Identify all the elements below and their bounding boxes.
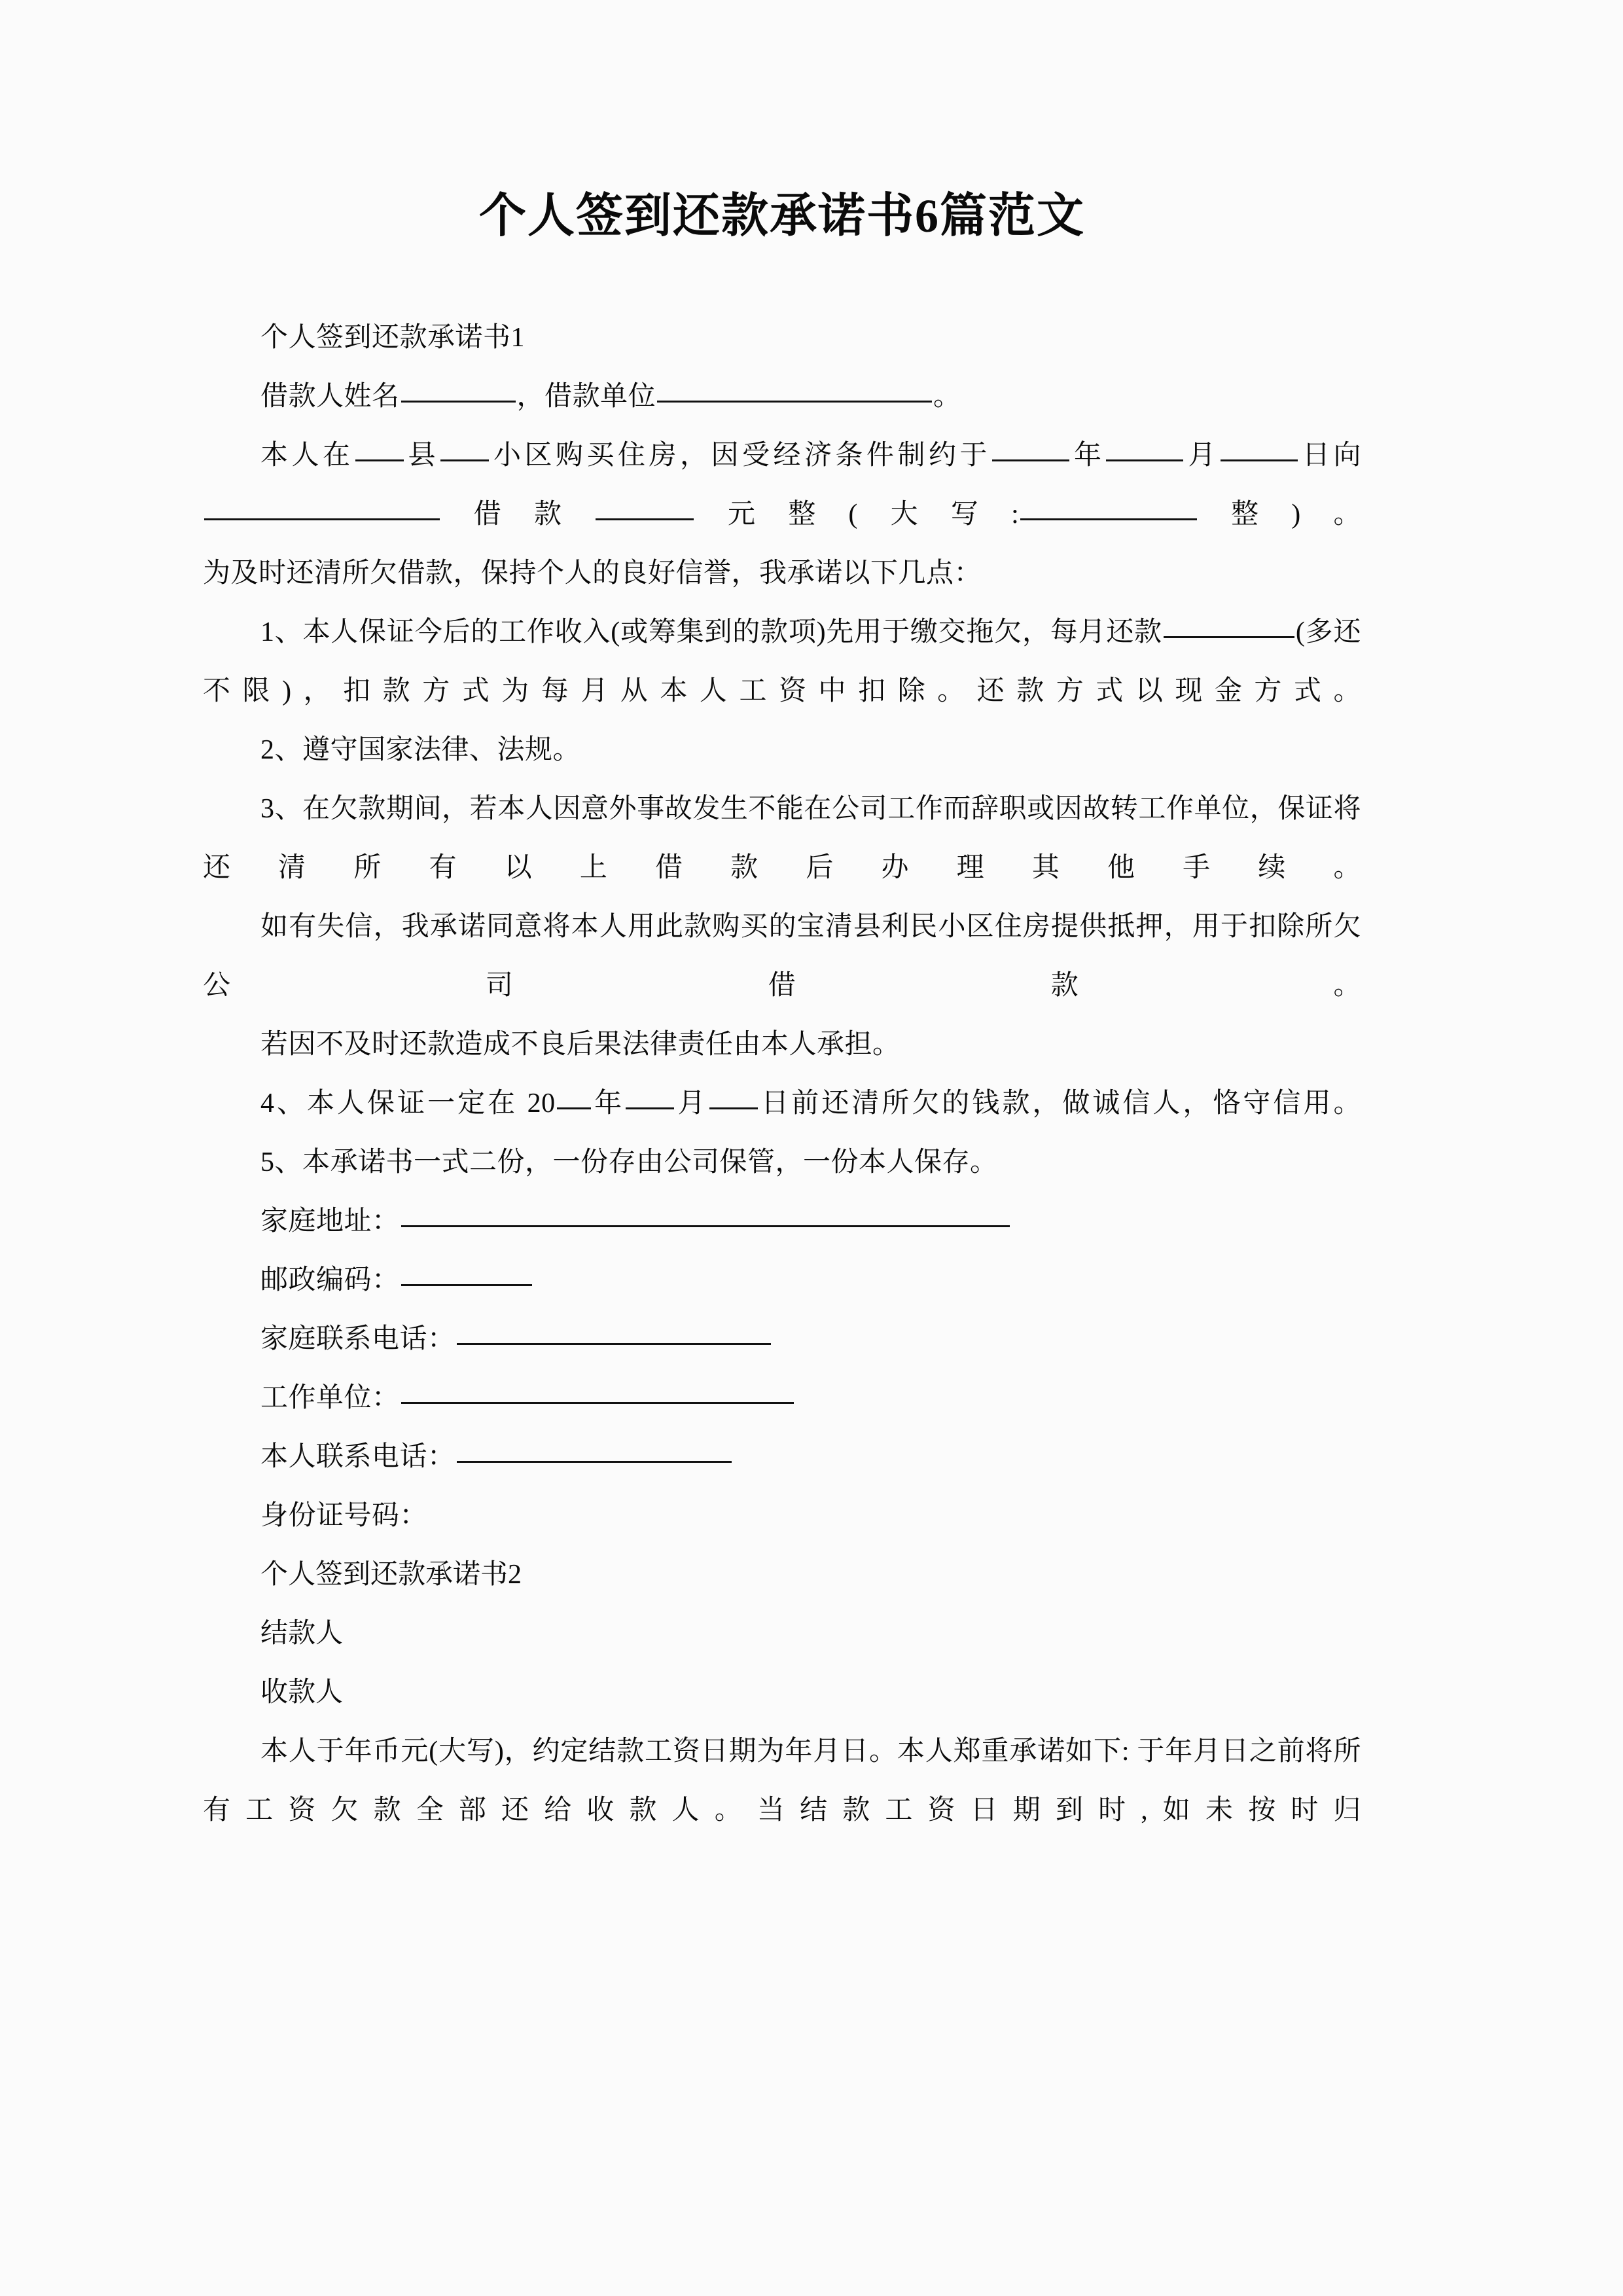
field-postal-code xyxy=(203,1251,1361,1310)
loan-day-label: 日向 xyxy=(1298,440,1361,471)
deadline-month-label: 月 xyxy=(675,1088,708,1119)
field-personal-phone-label: 本人联系电话： xyxy=(260,1442,455,1472)
loan-amount-blank[interactable] xyxy=(596,490,694,520)
lender-blank[interactable] xyxy=(204,490,440,520)
field-home-address-input[interactable] xyxy=(401,1196,1010,1227)
field-home-address-label: 家庭地址： xyxy=(260,1206,400,1236)
commitment-item-5: 5、本承诺书一式二份，一份存由公司保管，一份本人保存。 xyxy=(260,1147,998,1177)
loan-amount-words-blank[interactable] xyxy=(1020,490,1197,520)
loan-year-blank[interactable] xyxy=(992,431,1069,461)
document-body xyxy=(203,308,1361,1840)
payer-line: 结款人 xyxy=(260,1619,344,1649)
loan-year-label: 年 xyxy=(1070,440,1105,471)
commitment-item-1 xyxy=(203,603,1361,721)
section-2-heading: 个人签到还款承诺书2 xyxy=(260,1560,522,1590)
section-2-body-paragraph: 本人于年币元(大写)，约定结款工资日期为年月日。本人郑重承诺如下: 于年月日之前将所有工资欠款全部还给收款人。当结款工资日期到时,如未按时归 xyxy=(203,1736,1361,1825)
loan-amount-label: 元整(大写: xyxy=(695,499,1020,529)
deadline-day-blank[interactable] xyxy=(709,1079,758,1109)
field-id-number-label: 身份证号码： xyxy=(260,1501,428,1531)
field-postal-code-label: 邮政编码： xyxy=(260,1265,400,1295)
liability-paragraph: 若因不及时还款造成不良后果法律责任由本人承担。 xyxy=(260,1030,901,1060)
county-label: 县 xyxy=(404,440,439,471)
loan-month-blank[interactable] xyxy=(1106,431,1183,461)
loan-amount-suffix: 整)。 xyxy=(1198,499,1361,529)
field-work-unit-input[interactable] xyxy=(401,1373,794,1404)
field-personal-phone-input[interactable] xyxy=(457,1432,732,1463)
field-postal-code-input[interactable] xyxy=(401,1255,532,1286)
borrower-name-label: 借款人姓名 xyxy=(260,382,400,412)
loan-details-paragraph xyxy=(203,426,1361,544)
deadline-year-blank[interactable] xyxy=(557,1079,591,1109)
deadline-year-label: 年 xyxy=(592,1088,625,1119)
commitment-item-3: 3、在欠款期间，若本人因意外事故发生不能在公司工作而辞职或因故转工作单位，保证将还清所有以上借款后办理其他手续。 xyxy=(203,794,1361,883)
field-id-number xyxy=(203,1486,1361,1545)
loan-reason-text: 小区购买住房，因受经济条件制约于 xyxy=(490,440,991,471)
page-title: 个人签到还款承诺书6篇范文 xyxy=(478,190,1085,242)
field-personal-phone xyxy=(203,1427,1361,1486)
district-blank[interactable] xyxy=(440,431,489,461)
county-blank[interactable] xyxy=(355,431,404,461)
field-home-phone-label: 家庭联系电话： xyxy=(260,1324,455,1354)
borrower-unit-label: ，借款单位 xyxy=(516,382,656,412)
field-home-phone xyxy=(203,1310,1361,1369)
field-work-unit-label: 工作单位： xyxy=(260,1383,400,1413)
payee-line: 收款人 xyxy=(260,1677,344,1708)
commitment-item-4-text-b: 日前还清所欠的钱款，做诚信人，恪守信用。 xyxy=(758,1088,1361,1119)
borrower-unit-blank[interactable] xyxy=(657,372,932,403)
commitment-item-1-text-a: 1、本人保证今后的工作收入(或筹集到的款项)先用于缴交拖欠，每月还款 xyxy=(260,617,1162,647)
loan-verb-label: 借款 xyxy=(441,499,595,529)
field-work-unit xyxy=(203,1369,1361,1427)
commitment-item-4 xyxy=(203,1074,1361,1133)
borrower-info-line xyxy=(203,367,1361,426)
field-home-address xyxy=(203,1192,1361,1251)
section-1-heading: 个人签到还款承诺书1 xyxy=(260,323,526,353)
borrower-name-blank[interactable] xyxy=(401,372,516,403)
commitment-item-4-text-a: 4、本人保证一定在 20 xyxy=(260,1088,556,1119)
mortgage-guarantee-paragraph: 如有失信，我承诺同意将本人用此款购买的宝清县利民小区住房提供抵押，用于扣除所欠公司借款。 xyxy=(203,912,1361,1001)
field-home-phone-input[interactable] xyxy=(457,1314,771,1345)
pledge-intro-line: 为及时还清所欠借款，保持个人的良好信誉，我承诺以下几点： xyxy=(203,558,982,588)
loan-prefix-text: 本人在 xyxy=(260,440,354,471)
borrower-line-period: 。 xyxy=(933,382,961,412)
commitment-item-2: 2、遵守国家法律、法规。 xyxy=(260,735,581,765)
document-content xyxy=(203,0,1361,1840)
commitment-item-1-text-b: (多还不限)，扣款方式为每月从本人工资中扣除。还款方式以现金方式。 xyxy=(203,617,1361,706)
monthly-repayment-blank[interactable] xyxy=(1164,607,1294,638)
deadline-month-blank[interactable] xyxy=(626,1079,674,1109)
loan-month-label: 月 xyxy=(1185,440,1219,471)
loan-day-blank[interactable] xyxy=(1221,431,1298,461)
